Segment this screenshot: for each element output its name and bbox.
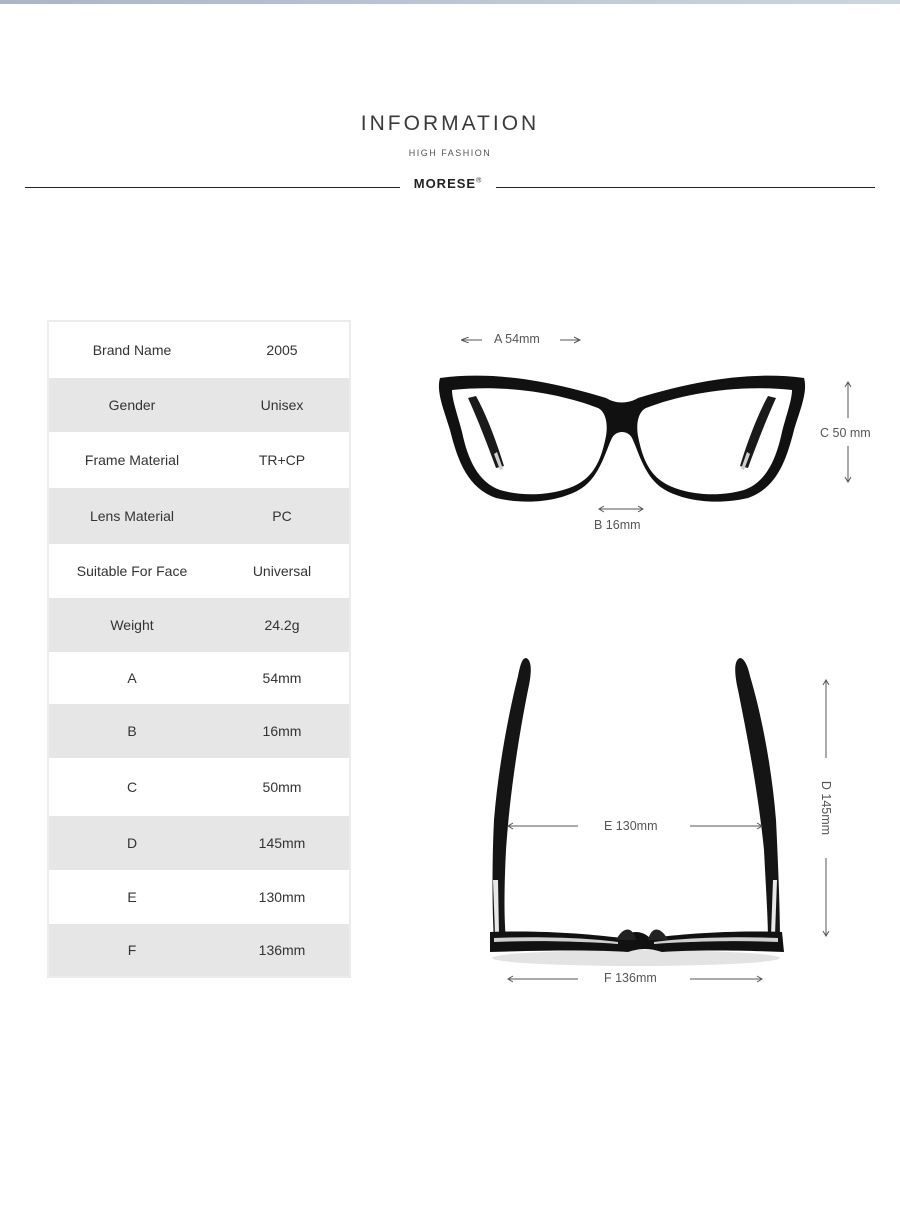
spec-value: TR+CP <box>258 452 306 468</box>
spec-label: E <box>127 889 137 905</box>
dim-a-label: A 54mm <box>494 332 540 346</box>
spec-label: F <box>127 942 137 958</box>
spec-label: Suitable For Face <box>76 563 188 579</box>
dim-d-label: D 145mm <box>819 780 833 836</box>
spec-value: Unisex <box>260 397 304 413</box>
spec-label: C <box>126 779 138 795</box>
spec-value: 54mm <box>262 670 302 686</box>
top-view-front-frame <box>490 931 784 952</box>
dim-c-label: C 50 mm <box>820 426 871 440</box>
spec-label: Frame Material <box>84 452 180 468</box>
spec-label: Gender <box>108 397 156 413</box>
spec-label: Weight <box>110 617 154 633</box>
spec-value: 136mm <box>258 942 306 958</box>
registered-mark: ® <box>476 177 483 185</box>
spec-value: 50mm <box>262 779 302 795</box>
spec-value: Universal <box>252 563 312 579</box>
spec-value: 130mm <box>258 889 306 905</box>
dim-b-label: B 16mm <box>594 518 641 532</box>
dim-f-label: F 136mm <box>604 971 657 985</box>
spec-label: D <box>126 835 138 851</box>
spec-label: A <box>127 670 137 686</box>
dim-e-label: E 130mm <box>604 819 658 833</box>
spec-value: 145mm <box>258 835 306 851</box>
spec-value: 16mm <box>262 723 302 739</box>
spec-value: 2005 <box>266 342 298 358</box>
brand-name: MORESE <box>413 176 477 191</box>
spec-label: Lens Material <box>89 508 175 524</box>
spec-value: 24.2g <box>264 617 300 633</box>
spec-label: B <box>127 723 137 739</box>
spec-value: PC <box>272 508 292 524</box>
spec-label: Brand Name <box>92 342 172 358</box>
top-view-shadow <box>492 950 780 966</box>
page-title: INFORMATION <box>360 112 540 135</box>
page-subtitle: HIGH FASHION <box>408 148 492 158</box>
